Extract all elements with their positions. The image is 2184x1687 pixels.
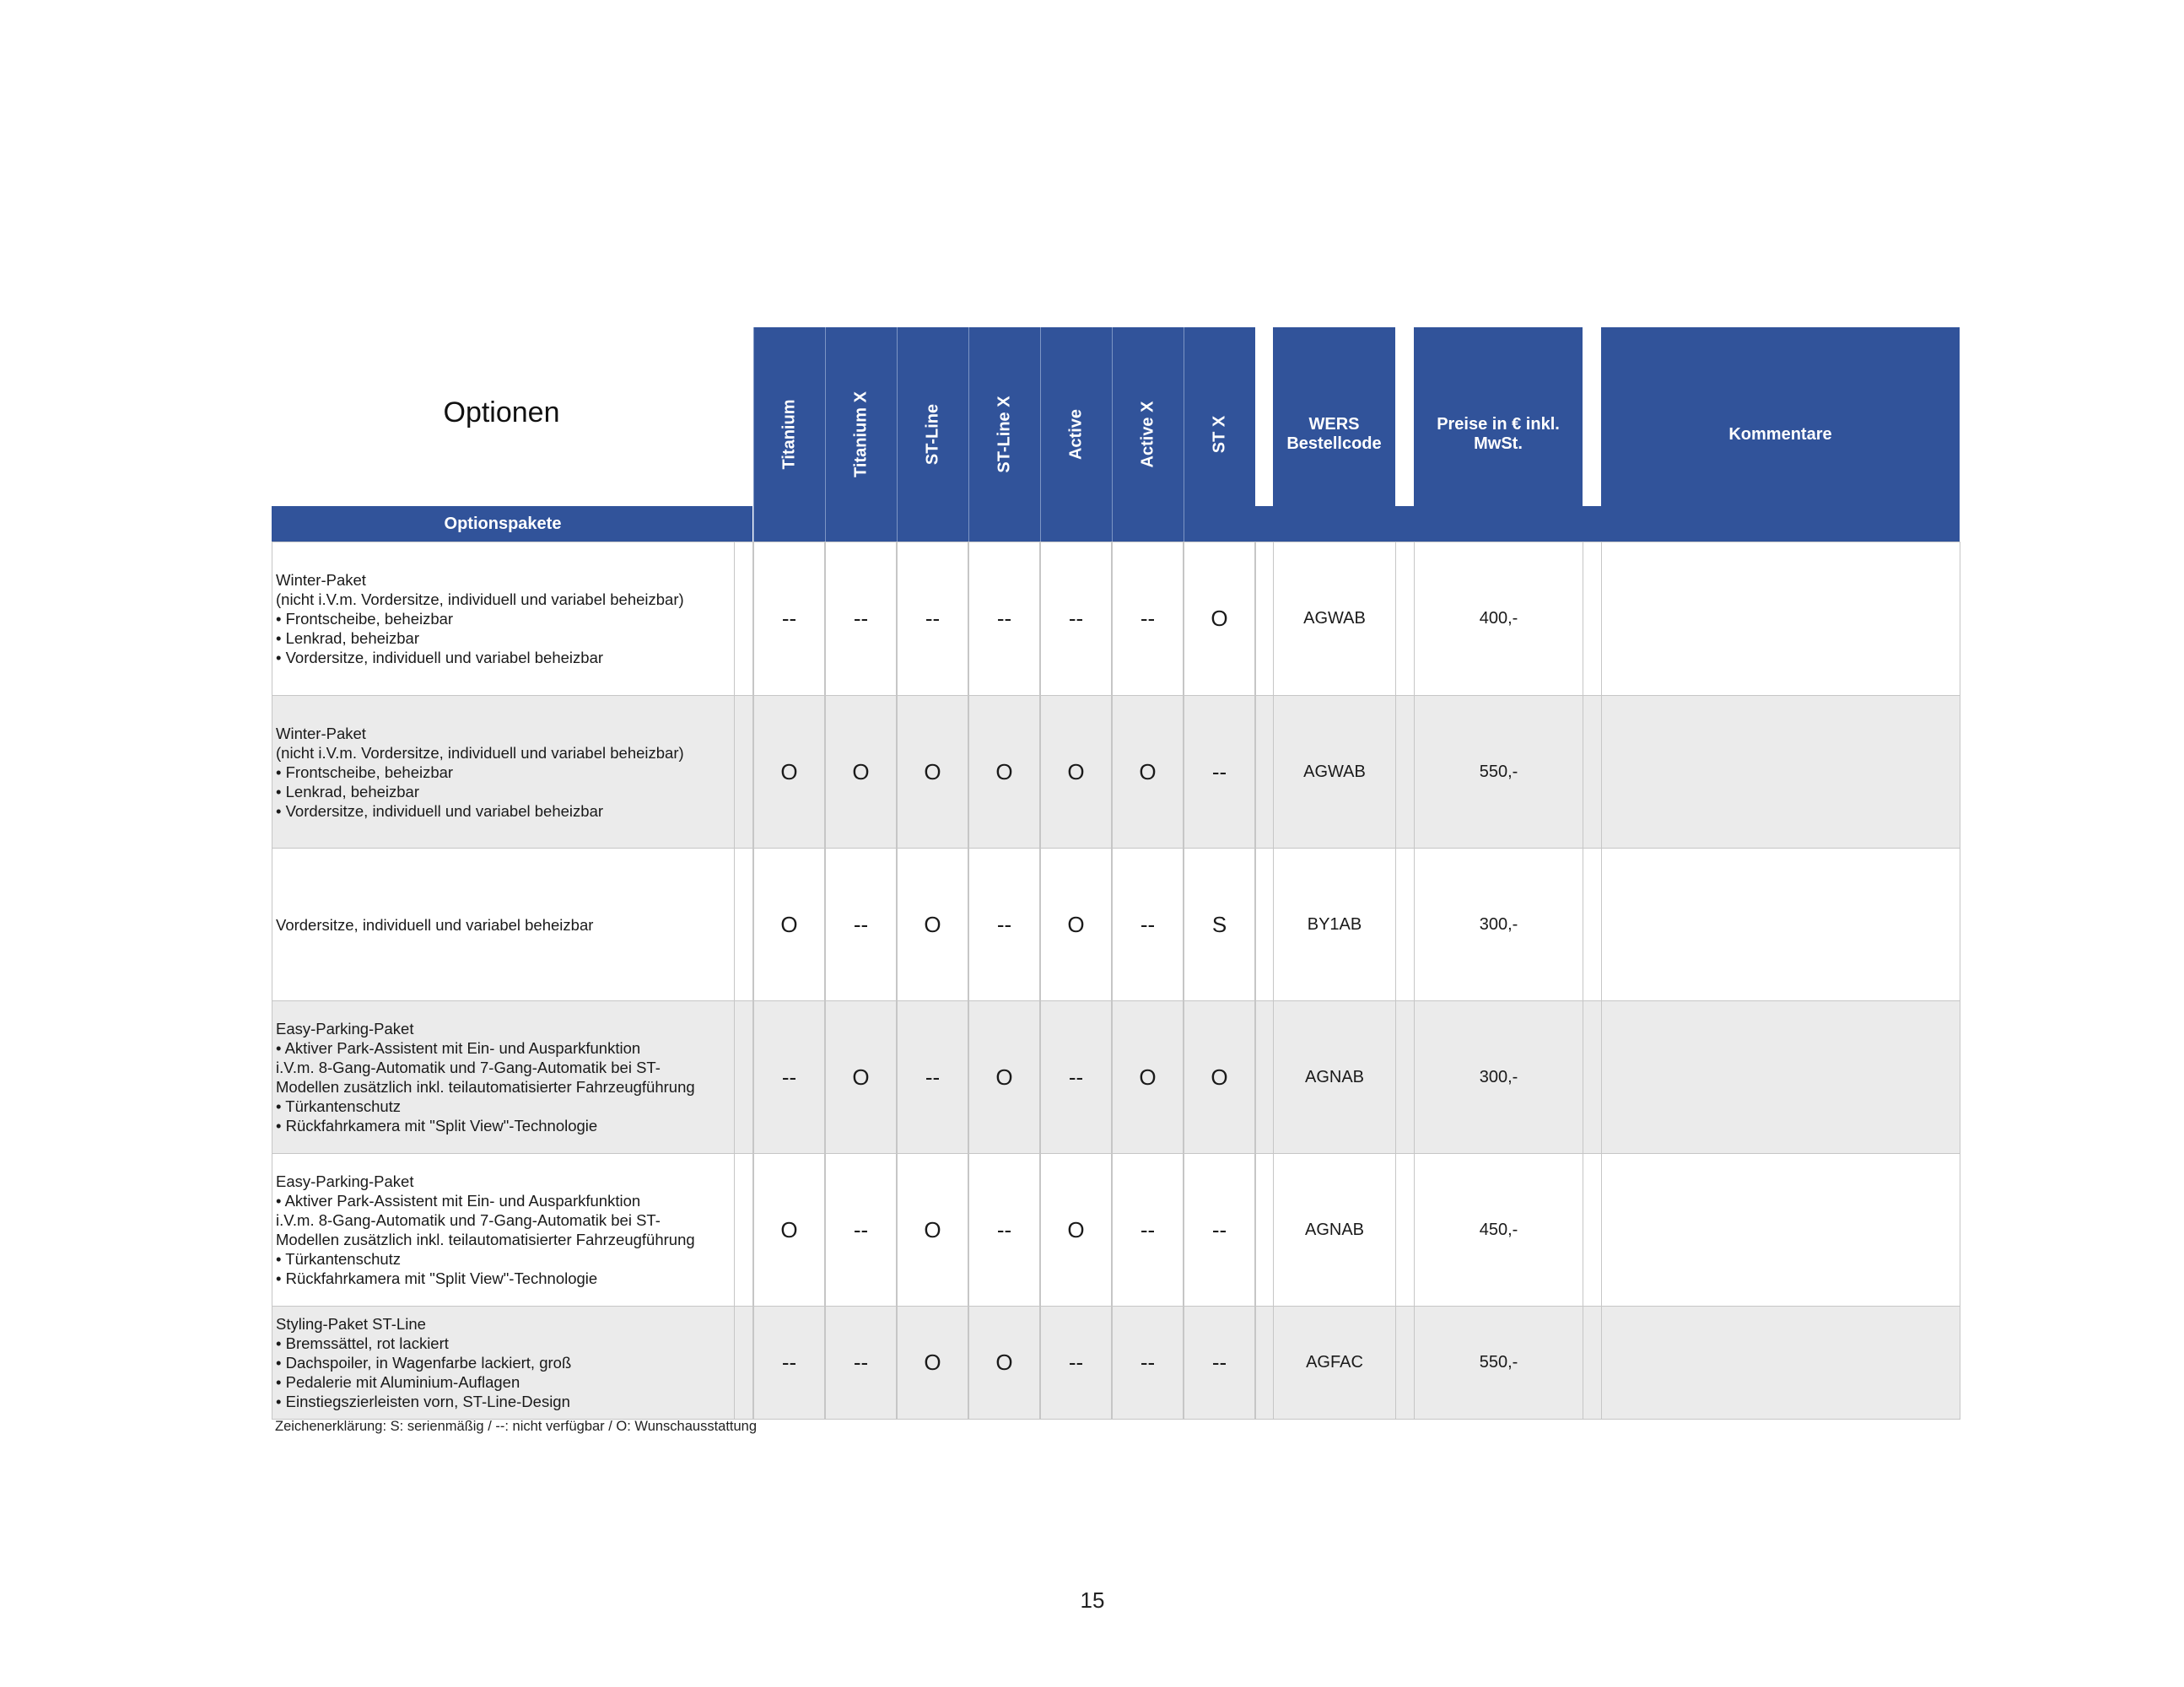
option-description: Winter-Paket (nicht i.V.m. Vordersitze, individuell und variabel beheizbar) • Frontscheibe, beheizbar • Lenkrad, beheizbar • Vordersitze, individuell und variabel beheizbar bbox=[272, 695, 735, 849]
availability-mark: O bbox=[897, 1153, 968, 1307]
spacer-cell bbox=[1395, 695, 1415, 849]
spacer-cell bbox=[734, 1153, 753, 1307]
option-description: Winter-Paket (nicht i.V.m. Vordersitze, individuell und variabel beheizbar) • Frontscheibe, beheizbar • Lenkrad, beheizbar • Vordersitze, individuell und variabel beheizbar bbox=[272, 542, 735, 696]
wers-code: AGFAC bbox=[1273, 1306, 1396, 1420]
availability-mark: -- bbox=[825, 1306, 897, 1420]
spacer-cell bbox=[1255, 1306, 1274, 1420]
availability-mark: -- bbox=[825, 1153, 897, 1307]
price: 300,- bbox=[1414, 848, 1583, 1001]
spacer-cell bbox=[734, 1306, 753, 1420]
availability-mark: -- bbox=[825, 848, 897, 1001]
price: 550,- bbox=[1414, 695, 1583, 849]
availability-mark: -- bbox=[753, 542, 825, 696]
comment-cell bbox=[1601, 1153, 1960, 1307]
header-gap-bar bbox=[734, 506, 752, 542]
availability-mark: -- bbox=[1040, 542, 1112, 696]
option-description: Easy-Parking-Paket • Aktiver Park-Assistent mit Ein- und Ausparkfunktion i.V.m. 8-Gang-Automatik und 7-Gang-Automatik bei ST- Modellen zusätzlich inkl. teilautomatisierter Fahrzeugführung • Türkantenschutz • Rückfahrkamera mit "Split View"-Technologie bbox=[272, 1000, 735, 1154]
spacer-cell bbox=[1395, 1000, 1415, 1154]
availability-mark: -- bbox=[897, 542, 968, 696]
option-description: Styling-Paket ST-Line • Bremssättel, rot lackiert • Dachspoiler, in Wagenfarbe lackiert, groß • Pedalerie mit Aluminium-Auflagen • Einstiegszierleisten vorn, ST-Line-Design bbox=[272, 1306, 735, 1420]
header-trim-5 bbox=[1112, 327, 1184, 542]
header-trim-1 bbox=[825, 327, 897, 542]
spacer-cell bbox=[1395, 848, 1415, 1001]
availability-mark: O bbox=[753, 848, 825, 1001]
availability-mark: -- bbox=[968, 848, 1040, 1001]
spacer-cell bbox=[1255, 542, 1274, 696]
availability-mark: O bbox=[897, 848, 968, 1001]
trim-label: Active bbox=[1066, 408, 1086, 461]
header-gap-bar bbox=[1583, 506, 1601, 542]
wers-code: AGNAB bbox=[1273, 1153, 1396, 1307]
spacer-cell bbox=[734, 695, 753, 849]
availability-mark: O bbox=[753, 695, 825, 849]
price: 450,- bbox=[1414, 1153, 1583, 1307]
trim-label: Active X bbox=[1138, 401, 1157, 468]
page-title: Optionen bbox=[443, 396, 560, 428]
header-trim-4 bbox=[1040, 327, 1112, 542]
availability-mark: O bbox=[897, 695, 968, 849]
availability-mark: -- bbox=[1112, 542, 1184, 696]
spacer-cell bbox=[1395, 1153, 1415, 1307]
spacer-cell bbox=[1395, 1306, 1415, 1420]
header-gap-bar bbox=[1395, 506, 1414, 542]
price: 300,- bbox=[1414, 1000, 1583, 1154]
availability-mark: O bbox=[968, 695, 1040, 849]
spacer-cell bbox=[1583, 848, 1602, 1001]
header-preise: Preise in € inkl. MwSt. bbox=[1414, 327, 1583, 542]
wers-code: AGWAB bbox=[1273, 542, 1396, 696]
spacer-cell bbox=[734, 542, 753, 696]
option-description: Easy-Parking-Paket • Aktiver Park-Assistent mit Ein- und Ausparkfunktion i.V.m. 8-Gang-Automatik und 7-Gang-Automatik bei ST- Modellen zusätzlich inkl. teilautomatisierter Fahrzeugführung • Türkantenschutz • Rückfahrkamera mit "Split View"-Technologie bbox=[272, 1153, 735, 1307]
trim-label: Titanium bbox=[779, 399, 799, 470]
availability-mark: O bbox=[825, 1000, 897, 1154]
availability-mark: -- bbox=[1184, 1306, 1255, 1420]
price: 400,- bbox=[1414, 542, 1583, 696]
spacer-cell bbox=[1255, 695, 1274, 849]
availability-mark: -- bbox=[897, 1000, 968, 1154]
spacer-cell bbox=[1255, 1153, 1274, 1307]
spacer-cell bbox=[1583, 542, 1602, 696]
spacer-cell bbox=[1583, 1153, 1602, 1307]
availability-mark: O bbox=[1112, 695, 1184, 849]
availability-mark: -- bbox=[753, 1000, 825, 1154]
availability-mark: -- bbox=[825, 542, 897, 696]
trim-label: Titanium X bbox=[851, 391, 871, 477]
availability-mark: -- bbox=[968, 542, 1040, 696]
price: 550,- bbox=[1414, 1306, 1583, 1420]
wers-code: AGNAB bbox=[1273, 1000, 1396, 1154]
availability-mark: O bbox=[968, 1000, 1040, 1154]
header-trim-0 bbox=[753, 327, 825, 542]
spacer-cell bbox=[734, 848, 753, 1001]
availability-mark: O bbox=[1184, 542, 1255, 696]
spacer-cell bbox=[1583, 1306, 1602, 1420]
trim-label: ST X bbox=[1210, 415, 1229, 454]
header-trim-3 bbox=[968, 327, 1040, 542]
availability-mark: O bbox=[1112, 1000, 1184, 1154]
spacer-cell bbox=[1395, 542, 1415, 696]
availability-mark: S bbox=[1184, 848, 1255, 1001]
availability-mark: -- bbox=[753, 1306, 825, 1420]
availability-mark: -- bbox=[1112, 848, 1184, 1001]
availability-mark: -- bbox=[968, 1153, 1040, 1307]
option-description: Vordersitze, individuell und variabel beheizbar bbox=[272, 848, 735, 1001]
availability-mark: -- bbox=[1184, 695, 1255, 849]
availability-mark: -- bbox=[1184, 1153, 1255, 1307]
spacer-cell bbox=[734, 1000, 753, 1154]
header-trim-6 bbox=[1184, 327, 1255, 542]
availability-mark: O bbox=[1040, 695, 1112, 849]
availability-mark: O bbox=[1040, 848, 1112, 1001]
spacer-cell bbox=[1255, 1000, 1274, 1154]
availability-mark: O bbox=[968, 1306, 1040, 1420]
spacer-cell bbox=[1583, 695, 1602, 849]
wers-code: BY1AB bbox=[1273, 848, 1396, 1001]
page-number: 15 bbox=[1080, 1587, 1105, 1613]
comment-cell bbox=[1601, 542, 1960, 696]
header-gap-bar bbox=[1254, 506, 1273, 542]
trim-label: ST-Line X bbox=[995, 396, 1014, 473]
spacer-cell bbox=[1255, 848, 1274, 1001]
header-kommentare: Kommentare bbox=[1601, 327, 1960, 542]
availability-mark: O bbox=[753, 1153, 825, 1307]
availability-mark: -- bbox=[1112, 1153, 1184, 1307]
wers-code: AGWAB bbox=[1273, 695, 1396, 849]
availability-mark: O bbox=[825, 695, 897, 849]
header-trim-2 bbox=[897, 327, 968, 542]
availability-mark: -- bbox=[1040, 1306, 1112, 1420]
availability-mark: O bbox=[1184, 1000, 1255, 1154]
comment-cell bbox=[1601, 695, 1960, 849]
comment-cell bbox=[1601, 1306, 1960, 1420]
availability-mark: -- bbox=[1040, 1000, 1112, 1154]
availability-mark: O bbox=[897, 1306, 968, 1420]
availability-mark: O bbox=[1040, 1153, 1112, 1307]
trim-label: ST-Line bbox=[923, 403, 942, 466]
header-wers-bestellcode: WERS Bestellcode bbox=[1273, 327, 1395, 542]
spacer-cell bbox=[1583, 1000, 1602, 1154]
section-label-optionspakete: Optionspakete bbox=[272, 506, 734, 542]
legend-note: Zeichenerklärung: S: serienmäßig / --: nicht verfügbar / O: Wunschausstattung bbox=[275, 1419, 758, 1434]
availability-mark: -- bbox=[1112, 1306, 1184, 1420]
comment-cell bbox=[1601, 848, 1960, 1001]
comment-cell bbox=[1601, 1000, 1960, 1154]
